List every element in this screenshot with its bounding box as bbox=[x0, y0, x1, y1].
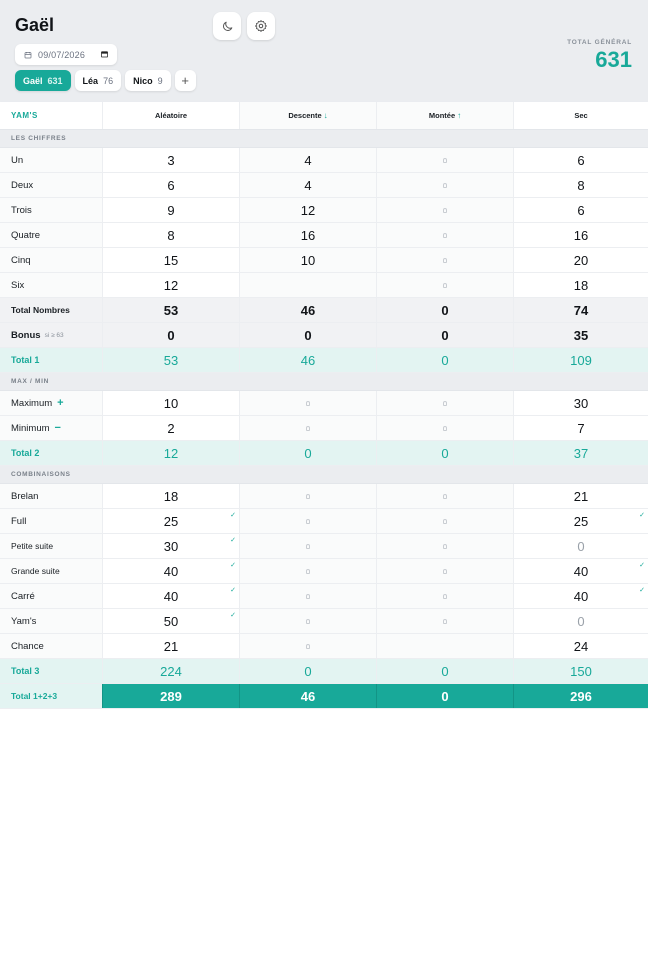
score-cell[interactable] bbox=[514, 223, 648, 247]
score-cell: 12 bbox=[163, 445, 179, 461]
score-cell[interactable] bbox=[377, 173, 514, 197]
score-cell[interactable] bbox=[240, 148, 377, 172]
score-cell[interactable] bbox=[240, 634, 377, 658]
calendar-icon bbox=[24, 51, 32, 59]
score-cell[interactable] bbox=[240, 484, 377, 508]
plus-icon: + bbox=[57, 397, 64, 409]
score-cell: 296 bbox=[570, 688, 592, 704]
score-cell: 53 bbox=[163, 352, 179, 368]
score-cell[interactable] bbox=[514, 634, 648, 658]
score-row bbox=[0, 534, 648, 559]
score-cell[interactable] bbox=[514, 416, 648, 440]
player-tab-score: 9 bbox=[157, 75, 163, 86]
score-cell[interactable] bbox=[514, 509, 648, 533]
score-cell: 0 bbox=[304, 663, 312, 679]
arrow-down-icon: ↓ bbox=[323, 111, 328, 120]
column-header-label: Montée bbox=[428, 111, 456, 120]
score-cell: 289 bbox=[160, 688, 182, 704]
score-cell: 37 bbox=[573, 445, 589, 461]
score-cell[interactable] bbox=[240, 584, 377, 608]
empty-slot-icon bbox=[306, 619, 310, 624]
score-value: 2 bbox=[167, 420, 175, 436]
section-header: MAX / MIN bbox=[0, 373, 648, 391]
score-value: 0 bbox=[577, 538, 585, 554]
theme-toggle-button[interactable] bbox=[213, 12, 241, 40]
score-cell: 53 bbox=[163, 302, 179, 318]
score-row bbox=[0, 148, 648, 173]
score-value: 3 bbox=[167, 152, 175, 168]
score-value: 4 bbox=[304, 177, 312, 193]
score-value: 12 bbox=[163, 277, 179, 293]
score-value: 9 bbox=[167, 202, 175, 218]
score-row bbox=[0, 484, 648, 509]
score-value: 7 bbox=[577, 420, 585, 436]
score-cell: 0 bbox=[441, 327, 449, 343]
row-label: Total 2 bbox=[11, 448, 40, 458]
row-label: Total Nombres bbox=[11, 305, 70, 315]
empty-slot-icon bbox=[443, 183, 447, 188]
score-cell: 0 bbox=[441, 663, 449, 679]
bonus-row bbox=[0, 323, 648, 348]
player-tab-name: Léa bbox=[82, 75, 99, 86]
date-field[interactable] bbox=[15, 44, 117, 65]
score-value: 4 bbox=[304, 152, 312, 168]
score-cell[interactable] bbox=[103, 416, 240, 440]
minus-icon: − bbox=[54, 422, 61, 434]
score-value: 16 bbox=[573, 227, 589, 243]
total-3-row bbox=[0, 659, 648, 684]
check-icon: ✓ bbox=[230, 612, 236, 619]
score-cell[interactable] bbox=[377, 416, 514, 440]
empty-slot-icon bbox=[443, 519, 447, 524]
score-cell[interactable] bbox=[377, 584, 514, 608]
player-tab-lea[interactable] bbox=[75, 70, 122, 91]
score-value: 40 bbox=[163, 563, 179, 579]
score-value: 21 bbox=[163, 638, 179, 654]
score-cell[interactable] bbox=[377, 559, 514, 583]
empty-slot-icon bbox=[306, 519, 310, 524]
score-value: 0 bbox=[577, 613, 585, 629]
score-value: 40 bbox=[573, 588, 589, 604]
score-row bbox=[0, 198, 648, 223]
score-cell[interactable] bbox=[103, 559, 240, 583]
empty-slot-icon bbox=[306, 594, 310, 599]
score-cell[interactable] bbox=[514, 484, 648, 508]
score-row bbox=[0, 559, 648, 584]
score-value: 40 bbox=[163, 588, 179, 604]
score-value: 50 bbox=[163, 613, 179, 629]
score-cell[interactable] bbox=[514, 584, 648, 608]
score-row bbox=[0, 634, 648, 659]
row-label: Total 3 bbox=[11, 666, 40, 676]
score-row bbox=[0, 248, 648, 273]
row-label: Total 1 bbox=[11, 355, 40, 365]
player-tab-score: 631 bbox=[47, 75, 63, 86]
column-header-aleatoire[interactable]: Aléatoire bbox=[103, 102, 240, 129]
row-label: Yam's bbox=[11, 615, 37, 627]
empty-slot-icon bbox=[443, 283, 447, 288]
score-cell[interactable] bbox=[240, 391, 377, 415]
score-cell[interactable] bbox=[377, 148, 514, 172]
score-cell[interactable] bbox=[240, 509, 377, 533]
empty-slot-icon bbox=[443, 401, 447, 406]
score-cell[interactable] bbox=[514, 534, 648, 558]
header bbox=[0, 0, 648, 102]
moon-icon bbox=[221, 20, 234, 33]
score-cell: 0 bbox=[304, 445, 312, 461]
score-value: 8 bbox=[577, 177, 585, 193]
column-header-yams: YAM'S bbox=[0, 102, 103, 129]
score-cell: 35 bbox=[573, 327, 589, 343]
score-cell[interactable] bbox=[103, 223, 240, 247]
check-icon: ✓ bbox=[639, 587, 645, 594]
score-cell[interactable] bbox=[377, 391, 514, 415]
total-general-value: 631 bbox=[595, 47, 632, 72]
score-row bbox=[0, 609, 648, 634]
score-cell: 46 bbox=[300, 352, 316, 368]
score-cell[interactable] bbox=[514, 391, 648, 415]
score-cell[interactable] bbox=[514, 273, 648, 297]
score-value: 12 bbox=[300, 202, 316, 218]
score-cell[interactable] bbox=[240, 173, 377, 197]
score-value: 6 bbox=[577, 202, 585, 218]
player-tab-nico[interactable] bbox=[125, 70, 171, 91]
player-tabs bbox=[15, 70, 196, 91]
score-cell[interactable] bbox=[514, 173, 648, 197]
row-label: Maximum bbox=[11, 397, 53, 409]
score-cell[interactable] bbox=[377, 223, 514, 247]
empty-slot-icon bbox=[443, 208, 447, 213]
score-cell[interactable] bbox=[240, 223, 377, 247]
settings-button[interactable] bbox=[247, 12, 275, 40]
gear-icon bbox=[254, 19, 268, 33]
row-label: Full bbox=[11, 515, 27, 527]
row-label: Petite suite bbox=[11, 541, 54, 551]
score-cell[interactable] bbox=[240, 273, 377, 297]
score-cell: 0 bbox=[441, 352, 449, 368]
score-cell[interactable] bbox=[377, 484, 514, 508]
empty-slot-icon bbox=[443, 494, 447, 499]
score-cell[interactable] bbox=[240, 609, 377, 633]
empty-slot-icon bbox=[443, 233, 447, 238]
score-cell[interactable] bbox=[377, 534, 514, 558]
bonus-condition: si ≥ 63 bbox=[44, 331, 64, 339]
score-cell[interactable] bbox=[240, 248, 377, 272]
row-label: Brelan bbox=[11, 490, 39, 502]
check-icon: ✓ bbox=[639, 562, 645, 569]
score-cell[interactable] bbox=[103, 273, 240, 297]
section-header: COMBINAISONS bbox=[0, 466, 648, 484]
row-label: Quatre bbox=[11, 229, 41, 241]
total-nombres-row bbox=[0, 298, 648, 323]
score-cell[interactable] bbox=[240, 416, 377, 440]
page-title: Gaël bbox=[15, 15, 55, 35]
empty-slot-icon bbox=[306, 494, 310, 499]
player-tab-name: Nico bbox=[133, 75, 153, 86]
player-tab-gael[interactable] bbox=[15, 70, 71, 91]
total-2-row bbox=[0, 441, 648, 466]
row-label: Un bbox=[11, 154, 24, 166]
empty-slot-icon bbox=[443, 544, 447, 549]
row-label: Bonus bbox=[11, 329, 41, 341]
row-label: Cinq bbox=[11, 254, 31, 266]
score-value: 25 bbox=[163, 513, 179, 529]
score-cell[interactable] bbox=[377, 634, 514, 658]
score-cell[interactable] bbox=[377, 248, 514, 272]
score-value: 25 bbox=[573, 513, 589, 529]
score-cell[interactable] bbox=[377, 273, 514, 297]
score-cell[interactable] bbox=[514, 248, 648, 272]
check-icon: ✓ bbox=[230, 512, 236, 519]
empty-slot-icon bbox=[443, 426, 447, 431]
empty-slot-icon bbox=[443, 158, 447, 163]
row-label: Deux bbox=[11, 179, 34, 191]
total-general-label: TOTAL GÉNÉRAL bbox=[567, 39, 632, 46]
empty-slot-icon bbox=[443, 258, 447, 263]
score-cell[interactable] bbox=[103, 248, 240, 272]
score-value: 10 bbox=[163, 395, 179, 411]
score-cell: 109 bbox=[570, 352, 592, 368]
column-header-label: Descente bbox=[288, 111, 322, 120]
column-header-sec[interactable]: Sec bbox=[574, 111, 588, 120]
score-cell: 0 bbox=[441, 445, 449, 461]
player-tab-score: 76 bbox=[103, 75, 114, 86]
date-picker-icon[interactable] bbox=[100, 49, 109, 59]
row-label: Total 1+2+3 bbox=[11, 691, 58, 701]
score-row bbox=[0, 509, 648, 534]
score-cell: 0 bbox=[304, 327, 312, 343]
score-value: 40 bbox=[573, 563, 589, 579]
score-cell: 46 bbox=[300, 302, 316, 318]
score-cell[interactable] bbox=[377, 509, 514, 533]
empty-slot-icon bbox=[306, 544, 310, 549]
empty-slot-icon bbox=[443, 619, 447, 624]
score-row bbox=[0, 584, 648, 609]
score-cell[interactable] bbox=[514, 609, 648, 633]
table-header-row bbox=[0, 102, 648, 130]
score-cell[interactable] bbox=[514, 559, 648, 583]
score-value: 21 bbox=[573, 488, 589, 504]
row-label: Carré bbox=[11, 590, 35, 602]
score-value: 6 bbox=[167, 177, 175, 193]
score-row bbox=[0, 273, 648, 298]
score-value: 10 bbox=[300, 252, 316, 268]
score-cell[interactable] bbox=[377, 609, 514, 633]
score-cell[interactable] bbox=[240, 534, 377, 558]
score-cell[interactable] bbox=[103, 609, 240, 633]
score-value: 30 bbox=[573, 395, 589, 411]
score-value: 16 bbox=[300, 227, 316, 243]
score-value: 18 bbox=[573, 277, 589, 293]
score-value: 20 bbox=[573, 252, 589, 268]
arrow-up-icon: ↑ bbox=[457, 111, 462, 120]
empty-slot-icon bbox=[306, 644, 310, 649]
score-row bbox=[0, 173, 648, 198]
score-row bbox=[0, 391, 648, 416]
player-tab-name: Gaël bbox=[23, 75, 43, 86]
score-cell[interactable] bbox=[103, 534, 240, 558]
score-cell: 0 bbox=[441, 302, 449, 318]
score-cell: 150 bbox=[570, 663, 592, 679]
score-cell[interactable] bbox=[514, 148, 648, 172]
section-header: LES CHIFFRES bbox=[0, 130, 648, 148]
score-cell[interactable] bbox=[103, 391, 240, 415]
grand-total-row bbox=[0, 684, 648, 709]
score-table bbox=[0, 102, 648, 709]
score-cell[interactable] bbox=[514, 198, 648, 222]
total-1-row bbox=[0, 348, 648, 373]
add-player-button[interactable]: + bbox=[175, 70, 196, 91]
score-row bbox=[0, 416, 648, 441]
score-cell[interactable] bbox=[103, 584, 240, 608]
score-value: 30 bbox=[163, 538, 179, 554]
score-value: 6 bbox=[577, 152, 585, 168]
date-value: 09/07/2026 bbox=[38, 49, 86, 60]
row-label: Minimum bbox=[11, 422, 50, 434]
score-cell[interactable] bbox=[103, 634, 240, 658]
row-label: Chance bbox=[11, 640, 44, 652]
score-row bbox=[0, 223, 648, 248]
score-cell: 0 bbox=[167, 327, 175, 343]
row-label: Grande suite bbox=[11, 566, 60, 576]
score-value: 18 bbox=[163, 488, 179, 504]
score-cell[interactable] bbox=[240, 198, 377, 222]
empty-slot-icon bbox=[443, 594, 447, 599]
check-icon: ✓ bbox=[230, 537, 236, 544]
column-header-montee[interactable] bbox=[377, 102, 514, 129]
empty-slot-icon bbox=[306, 401, 310, 406]
empty-slot-icon bbox=[306, 426, 310, 431]
check-icon: ✓ bbox=[639, 512, 645, 519]
check-icon: ✓ bbox=[230, 562, 236, 569]
score-value: 8 bbox=[167, 227, 175, 243]
score-value: 15 bbox=[163, 252, 179, 268]
score-cell[interactable] bbox=[377, 198, 514, 222]
score-cell[interactable] bbox=[103, 173, 240, 197]
empty-slot-icon bbox=[443, 569, 447, 574]
score-cell[interactable] bbox=[103, 148, 240, 172]
row-label: Trois bbox=[11, 204, 32, 216]
score-cell: 74 bbox=[573, 302, 589, 318]
score-cell: 224 bbox=[160, 663, 182, 679]
score-cell[interactable] bbox=[103, 198, 240, 222]
score-cell: 46 bbox=[300, 688, 316, 704]
score-cell[interactable] bbox=[240, 559, 377, 583]
row-label: Six bbox=[11, 279, 25, 291]
column-header-descente[interactable] bbox=[240, 102, 377, 129]
empty-slot-icon bbox=[306, 569, 310, 574]
score-cell[interactable] bbox=[103, 509, 240, 533]
score-cell[interactable] bbox=[103, 484, 240, 508]
score-value: 24 bbox=[573, 638, 589, 654]
score-cell: 0 bbox=[441, 688, 449, 704]
check-icon: ✓ bbox=[230, 587, 236, 594]
